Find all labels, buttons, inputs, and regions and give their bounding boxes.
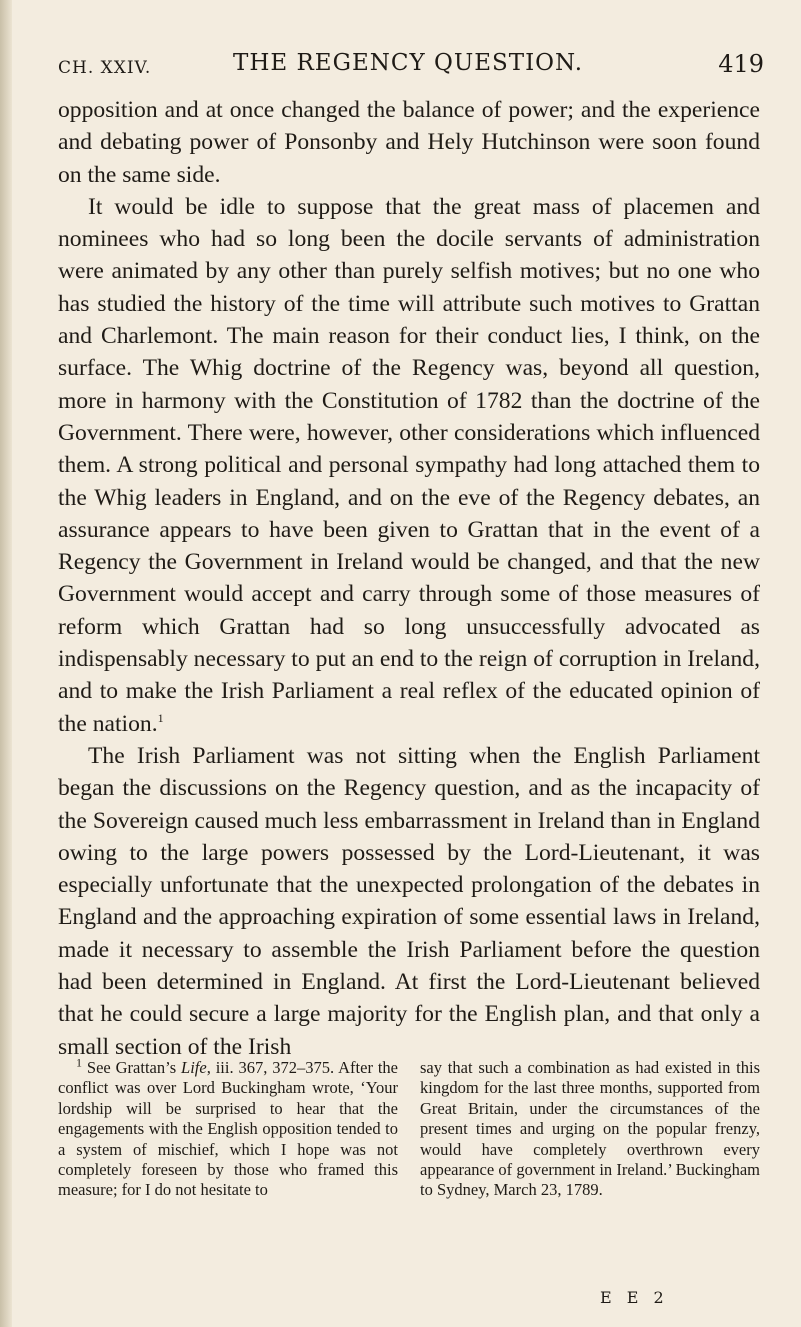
footnote-text: See Grattan’s — [86, 1058, 182, 1077]
page-number: 419 — [718, 50, 764, 78]
signature-mark: E E 2 — [600, 1288, 669, 1307]
footnotes — [58, 1055, 760, 1201]
paragraph: The Irish Parliament was not sitting when the English Parliament began the discussions on the Regency question, and as the incapacity of the Sovereign caused much less embarrassment in Ireland than in England owing to the large powers possessed by the Lord-Lieutenant, it was especially unfortunate that the unexpected prolongation of the debates in England and the approaching expiration of some essential laws in Ireland, made it necessary to assemble the Irish Parliament before the question had been determined in England. At first the Lord-Lieutenant believed that he could secure a large majority for the English plan, and that only a small section of the Irish — [58, 742, 760, 1060]
page-binding-edge — [0, 0, 12, 1327]
footnote — [58, 1055, 398, 1201]
footnote-reference: 1 — [157, 710, 164, 725]
footnote-text: , iii. 367, 372–375. After the conflict was over Lord Buckingham wrote, ‘Your lordship will be surprised to hear that the engagements with the English opposition tended to a system of mischief, which I hope was not completely foreseen by those who framed this measure; for I do not hesitate to — [58, 1058, 398, 1200]
paragraph-text: It would be idle to suppose that the great mass of placemen and nominees who had so long been the docile servants of administration were animated by any other than purely selfish motives; but no one who has studied the history of the time will attribute such motives to Grattan and Charlemont. The main reason for their conduct lies, I think, on the surface. The Whig doctrine of the Regency was, beyond all question, more in harmony with the Constitution of 1782 than the doctrine of the Government. There were, however, other considerations which influenced them. A strong political and personal sympathy had long attached them to the Whig leaders in England, and on the eve of the Regency debates, an assurance appears to have been given to Grattan that in the event of a Regency the Government in Ireland would be changed, and that the new Government would accept and carry through some of those measures of reform which Grattan had so long unsuccessfully advocated as indispensably necessary to put an end to the reign of corruption in Ireland, and to make the Irish Parliament a real reflex of the educated opinion of the nation. — [58, 193, 760, 737]
footnote-marker: 1 — [76, 1055, 82, 1070]
chapter-label: CH. XXIV. — [58, 58, 152, 78]
paragraph — [58, 191, 760, 740]
footnote-continuation: say that such a combination as had existed in this kingdom for the last three months, supported from Great Britain, under the circumstances of the present times and urging on the popular frenzy, would have completely overthrown every appearance of government in Ireland.’ Buckingham to Sydney, March 23, 1789. — [420, 1058, 760, 1200]
paragraph: opposition and at once changed the balance of power; and the experience and debating power of Ponsonby and Hely Hutchinson were soon found on the same side. — [58, 97, 760, 188]
footnote-column-left — [58, 1055, 398, 1201]
running-header — [58, 48, 764, 88]
main-text — [58, 94, 760, 1063]
running-title: THE REGENCY QUESTION. — [232, 50, 584, 76]
footnote-column-right — [420, 1058, 760, 1201]
footnote-title: Life — [181, 1058, 207, 1077]
